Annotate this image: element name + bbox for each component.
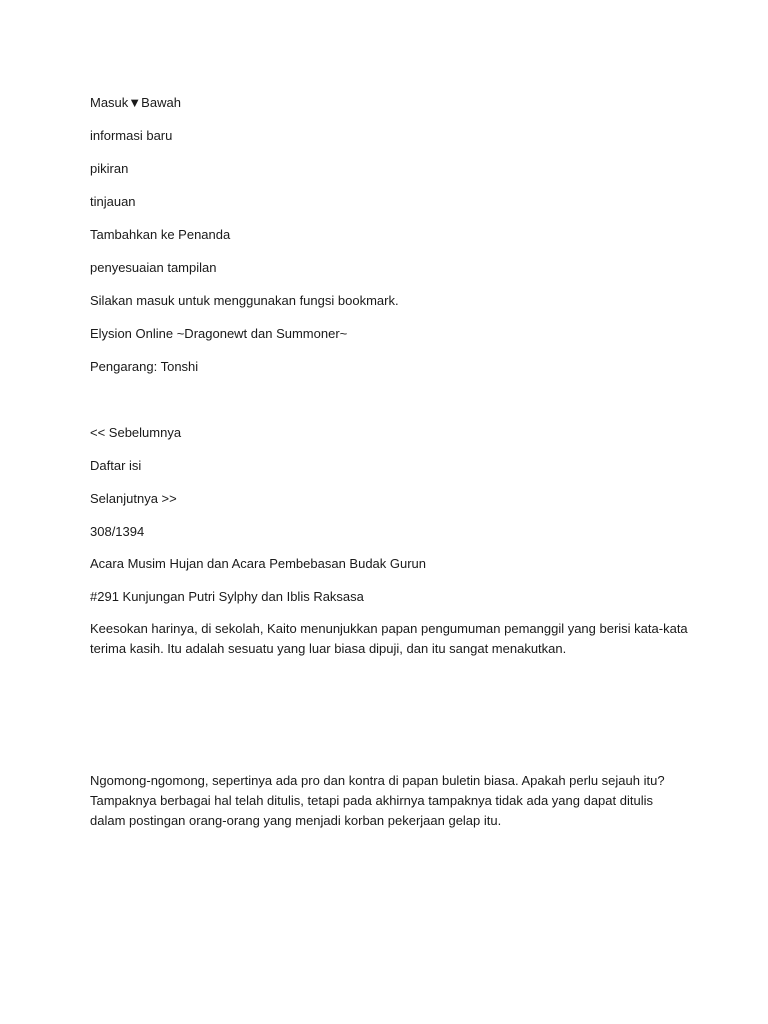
- scroll-down-link[interactable]: Bawah: [141, 95, 181, 110]
- nav-review-link[interactable]: tinjauan: [90, 194, 136, 209]
- login-link[interactable]: Masuk: [90, 95, 129, 110]
- arc-title: Acara Musim Hujan dan Acara Pembebasan Budak Gurun: [90, 556, 427, 571]
- prev-chapter-link[interactable]: << Sebelumnya: [90, 425, 182, 440]
- display-settings-link[interactable]: penyesuaian tampilan: [90, 260, 217, 275]
- nav-thoughts-link[interactable]: pikiran: [90, 161, 129, 176]
- paragraph-line: Ngomong-ngomong, sepertinya ada pro dan kontra di papan buletin biasa. Apakah perlu sejauh itu?: [90, 773, 665, 788]
- add-bookmark-link[interactable]: Tambahkan ke Penanda: [90, 227, 231, 242]
- novel-author: Pengarang: Tonshi: [90, 359, 199, 374]
- paragraph-line: terima kasih. Itu adalah sesuatu yang luar biasa dipuji, dan itu sangat menakutkan.: [90, 641, 567, 656]
- down-arrow-icon[interactable]: ▼: [128, 95, 142, 110]
- login-bar: [90, 94, 181, 111]
- table-of-contents-link[interactable]: Daftar isi: [90, 458, 142, 473]
- nav-new-info-link[interactable]: informasi baru: [90, 128, 173, 143]
- chapter-paragraph: [90, 619, 688, 659]
- chapter-paragraph: [90, 771, 665, 831]
- novel-title-link[interactable]: Elysion Online ~Dragonewt dan Summoner~: [90, 326, 348, 341]
- chapter-title: #291 Kunjungan Putri Sylphy dan Iblis Raksasa: [90, 589, 364, 604]
- paragraph-line: Keesokan harinya, di sekolah, Kaito menunjukkan papan pengumuman pemanggil yang berisi kata-kata: [90, 621, 688, 636]
- page-counter: 308/1394: [90, 524, 145, 539]
- paragraph-line: dalam postingan orang-orang yang menjadi korban pekerjaan gelap itu.: [90, 813, 502, 828]
- bookmark-notice: Silakan masuk untuk menggunakan fungsi bookmark.: [90, 293, 399, 308]
- paragraph-line: Tampaknya berbagai hal telah ditulis, tetapi pada akhirnya tampaknya tidak ada yang dapat ditulis: [90, 793, 653, 808]
- next-chapter-link[interactable]: Selanjutnya >>: [90, 491, 177, 506]
